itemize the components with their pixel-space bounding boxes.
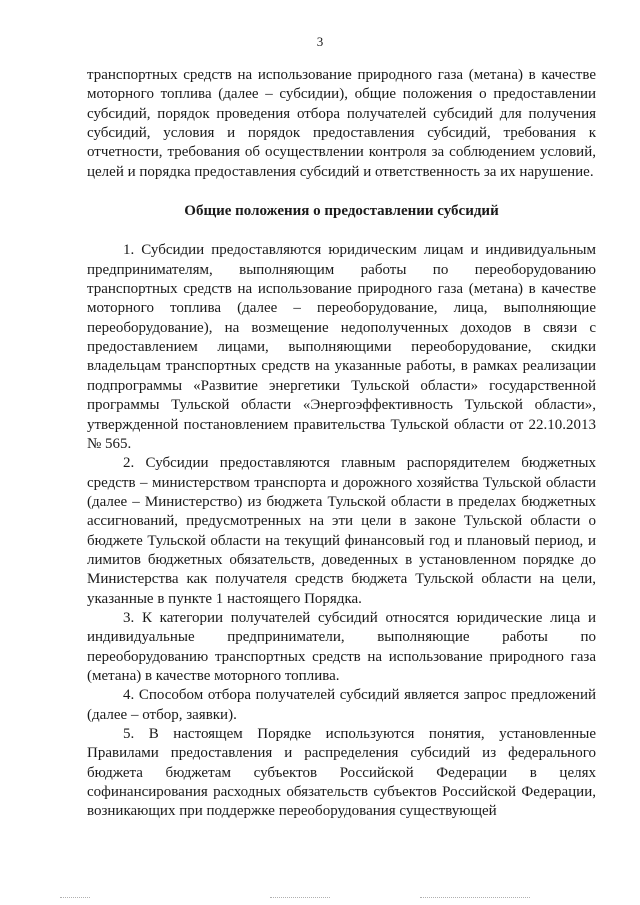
- section-heading: Общие положения о предоставлении субсидий: [184, 203, 499, 220]
- paragraph-1: 1. Субсидии предоставляются юридическим лицам и индивидуальным предпринимателям, выполняющим работы по переоборудованию транспортных средств на использование природного газа (метана) в качестве моторного топлива (далее – переоборудование, лица, выполняющие переоборудование), на возмещение недополученных доходов в связи с предоставлением лицами, выполняющими переоборудование, скидки владельцам транспортных средств на указанные работы, в рамках реализации подпрограммы «Развитие энергетики Тульской области» государственной программы Тульской области «Энергоэффективность Тульской области», утвержденной постановлением правительства Тульской области от 22.10.2013 № 565.: [87, 242, 596, 452]
- scan-artifact-right: [420, 897, 530, 899]
- page-number: 3: [316, 34, 324, 49]
- paragraph-3: 3. К категории получателей субсидий относятся юридические лица и индивидуальные предприниматели, выполняющие работы по переоборудованию транспортных средств на использование природного газа (метана) в качестве моторного топлива.: [87, 609, 596, 684]
- paragraph-4: 4. Способом отбора получателей субсидий является запрос предложений (далее – отбор, заявки).: [87, 687, 596, 723]
- scan-artifact-left: [60, 897, 90, 899]
- paragraph-2: 2. Субсидии предоставляются главным распорядителем бюджетных средств – министерством транспорта и дорожного хозяйства Тульской области (далее – Министерство) из бюджета Тульской области в пределах бюджетных ассигнований, предусмотренных на эти цели в законе Тульской области о бюджете Тульской области на текущий финансовый год и плановый период, и лимитов бюджетных обязательств, доведенных в установленном порядке до Министерства как получателя средств бюджета Тульской области на цели, указанные в пункте 1 настоящего Порядка.: [87, 455, 596, 607]
- intro-paragraph: транспортных средств на использование природного газа (метана) в качестве моторного топлива (далее – субсидии), общие положения о предоставлении субсидий, порядок проведения отбора получателей субсидий для получения субсидий, условия и порядок предоставления субсидий, требования к отчетности, требования об осуществлении контроля за соблюдением условий, целей и порядка предоставления субсидий и ответственность за их нарушение.: [87, 67, 596, 180]
- paragraph-5: 5. В настоящем Порядке используются понятия, установленные Правилами предоставления и распределения субсидий из федерального бюджета бюджетам субъектов Российской Федерации в целях софинансирования расходных обязательств субъектов Российской Федерации, возникающих при поддержке переоборудования существующей: [87, 726, 596, 820]
- document-body: [87, 66, 596, 822]
- scan-artifact-center: [270, 897, 330, 899]
